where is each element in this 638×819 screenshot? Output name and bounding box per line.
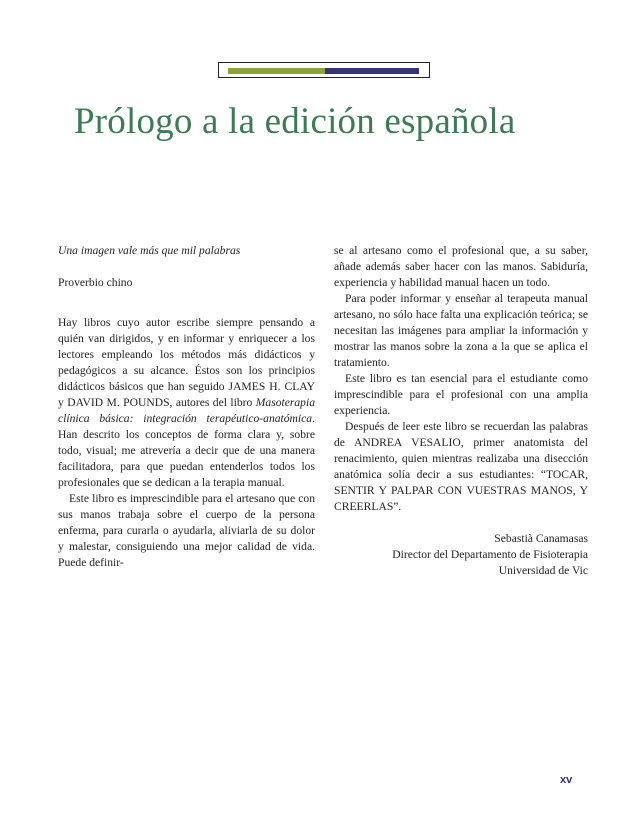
green-bar	[228, 68, 325, 74]
signature-position: Director del Departamento de Fisioterapia	[392, 548, 588, 561]
paragraph-1	[58, 315, 315, 491]
epigraph-source: Proverbio chino	[58, 276, 133, 289]
paragraph-1-text-b: . Han descrito los conceptos de forma clara y, sobre todo, visual; me atrevería a decir que de una manera facilitadora, para que puedan entenderlos todos los profesionales que se dedican a la terapia manual.	[58, 412, 315, 489]
paragraph-3: se al artesano como el profesional que, a su saber, añade además saber hacer con las manos. Sabiduría, experiencia y habilidad manual hacen un todo.	[334, 244, 588, 289]
paragraph-6: Después de leer este libro se recuerdan las palabras de ANDREA VESALIO, primer anatomista del renacimiento, quien mientras realizaba una disección anatómica solía decir a sus estudiantes: “TOCAR, SENTIR Y PALPAR CON VUESTRAS MANOS, Y CREERLAS”.	[334, 420, 588, 513]
paragraph-4: Para poder informar y enseñar al terapeuta manual artesano, no sólo hace falta una explicación teórica; se necesitan las imágenes para ampliar la información y mostrar las manos sobre la zona a la que se aplica el tratamiento.	[334, 292, 588, 369]
page-number: xv	[560, 774, 573, 786]
signature-block	[334, 531, 588, 579]
signature-name: Sebastià Canamasas	[494, 532, 588, 545]
left-column	[58, 243, 315, 571]
blue-bar	[325, 68, 419, 74]
paragraph-2: Este libro es imprescindible para el artesano que con sus manos trabaja sobre el cuerpo de la persona enferma, para curarla o ayudarla, aliviarla de su dolor y malestar, consiguiendo una mejor calidad de vida. Puede definir-	[58, 492, 315, 569]
signature-institution: Universidad de Vic	[498, 564, 588, 577]
header-decoration	[218, 62, 430, 78]
paragraph-5: Este libro es tan esencial para el estudiante como imprescindible para el profesional con una amplia experiencia.	[334, 372, 588, 417]
page-title: Prólogo a la edición española	[74, 101, 516, 142]
right-column	[334, 243, 588, 579]
paragraph-1-text-a: Hay libros cuyo autor escribe siempre pensando a quién van dirigidos, y en informar y enriquecer a los lectores empleando los métodos más didácticos y pedagógicos a su alcance. Éstos son los principios didácticos básicos que han seguido JAMES H. CLAY y DAVID M. POUNDS, autores del libro	[58, 316, 315, 409]
book-title: Masoterapia clínica básica: integración terapéutico-anatómica	[58, 396, 315, 425]
epigraph: Una imagen vale más que mil palabras	[58, 244, 241, 257]
